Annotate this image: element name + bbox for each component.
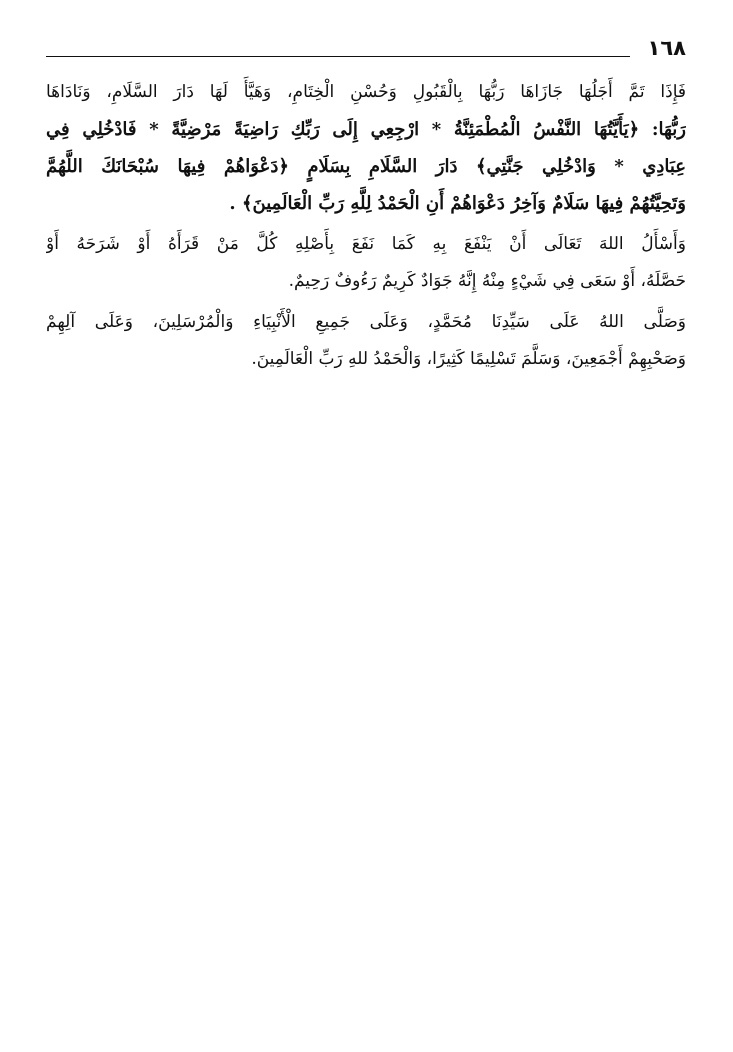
text-line: فَإِذَا تَمَّ أَجَلُهَا جَازَاهَا رَبُّهَا بِالْقَبُولِ وَحُسْنِ الْخِتَامِ، وَهَيَّأَ لَهَا دَارَ السَّلَامِ، وَنَادَاهَا [46,82,686,102]
text-line: حَصَّلَهُ، أَوْ سَعَى فِي شَيْءٍ مِنْهُ إِنَّهُ جَوَادٌ كَرِيمٌ رَءُوفٌ رَحِيمٌ. [288,271,686,291]
paragraph-1 [46,74,686,222]
paragraph-2 [46,226,686,300]
page-header [46,36,686,66]
header-rule [46,56,630,57]
text-line-bold: وَتَحِيَّتُهُمْ فِيهَا سَلَامٌ وَآخِرُ دَعْوَاهُمْ أَنِ الْحَمْدُ لِلَّهِ رَبِّ الْعَالَمِينَ﴾ . [229,193,686,214]
text-line: وَصَحْبِهِمْ أَجْمَعِينَ، وَسَلَّمَ تَسْلِيمًا كَثِيرًا، وَالْحَمْدُ للهِ رَبِّ الْعَالَمِينَ. [251,349,686,369]
text-line: وَأَسْأَلُ اللهَ تَعَالَى أَنْ يَنْفَعَ بِهِ كَمَا نَفَعَ بِأَصْلِهِ كُلَّ مَنْ قَرَأَهُ أَوْ شَرَحَهُ أَوْ [46,234,686,254]
text-line-bold: عِبَادِي * وَادْخُلِي جَنَّتِي﴾ دَارَ السَّلَامِ بِسَلَامٍ ﴿دَعْوَاهُمْ فِيهَا سُبْحَانَكَ اللَّهُمَّ [46,156,686,177]
page-number: ١٦٨ [647,36,686,60]
paragraph-3 [46,304,686,378]
body-text [46,74,686,378]
text-line: وَصَلَّى اللهُ عَلَى سَيِّدِنَا مُحَمَّدٍ، وَعَلَى جَمِيعِ الْأَنْبِيَاءِ وَالْمُرْسَلِينَ، وَعَلَى آلِهِمْ [46,312,686,332]
text-line-bold: رَبُّهَا: ﴿يَأَيَّتُهَا النَّفْسُ الْمُطْمَئِنَّةُ * ارْجِعِي إِلَى رَبِّكِ رَاضِيَةً مَرْضِيَّةً * فَادْخُلِي فِي [46,119,686,140]
